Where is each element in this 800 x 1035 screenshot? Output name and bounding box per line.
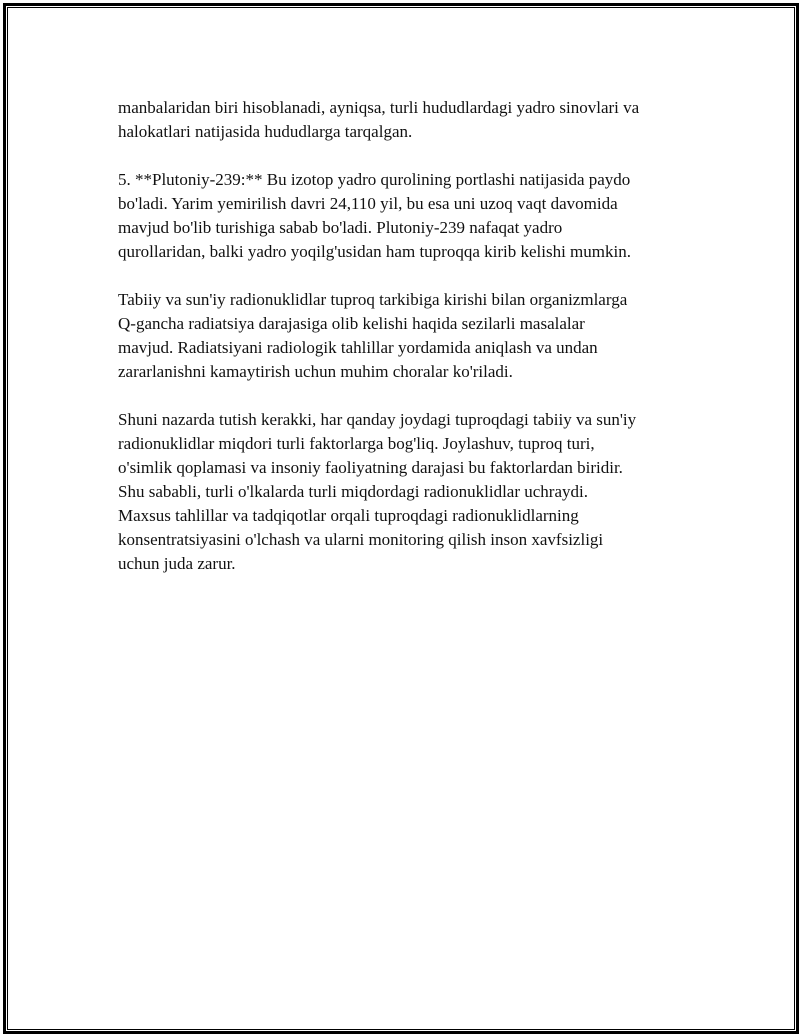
text-line: halokatlari natijasida hududlarga tarqalgan.: [118, 122, 413, 141]
text-line: 5. **Plutoniy-239:** Bu izotop yadro qurolining portlashi natijasida paydo: [118, 170, 631, 189]
text-line: qurollaridan, balki yadro yoqilg'usidan ham tuproqqa kirib kelishi mumkin.: [118, 242, 631, 261]
paragraph-plutonium-239: [118, 168, 708, 264]
text-line: Maxsus tahlillar va tadqiqotlar orqali tuproqdagi radionuklidlarning: [118, 506, 579, 525]
text-line: uchun juda zarur.: [118, 554, 236, 573]
text-line: o'simlik qoplamasi va insoniy faoliyatning darajasi bu faktorlardan biridir.: [118, 458, 623, 477]
text-line: Q-gancha radiatsiya darajasiga olib kelishi haqida sezilarli masalalar: [118, 314, 585, 333]
text-line: zararlanishni kamaytirish uchun muhim choralar ko'riladi.: [118, 362, 513, 381]
paragraph-radiation-effects: [118, 288, 708, 384]
text-line: bo'ladi. Yarim yemirilish davri 24,110 yil, bu esa uni uzoq vaqt davomida: [118, 194, 618, 213]
document-body: [118, 96, 708, 600]
text-line: Tabiiy va sun'iy radionuklidlar tuproq tarkibiga kirishi bilan organizmlarga: [118, 290, 628, 309]
text-line: radionuklidlar miqdori turli faktorlarga bog'liq. Joylashuv, tuproq turi,: [118, 434, 595, 453]
text-line: Shu sababli, turli o'lkalarda turli miqdordagi radionuklidlar uchraydi.: [118, 482, 588, 501]
page-frame: [3, 3, 799, 1034]
paragraph-conclusion: [118, 408, 708, 576]
text-line: konsentratsiyasini o'lchash va ularni monitoring qilish inson xavfsizligi: [118, 530, 604, 549]
text-line: manbalaridan biri hisoblanadi, ayniqsa, turli hududlardagi yadro sinovlari va: [118, 98, 640, 117]
text-line: mavjud. Radiatsiyani radiologik tahlillar yordamida aniqlash va undan: [118, 338, 598, 357]
text-line: Shuni nazarda tutish kerakki, har qanday joydagi tuproqdagi tabiiy va sun'iy: [118, 410, 637, 429]
paragraph-sources-continuation: [118, 96, 708, 144]
text-line: mavjud bo'lib turishiga sabab bo'ladi. Plutoniy-239 nafaqat yadro: [118, 218, 563, 237]
